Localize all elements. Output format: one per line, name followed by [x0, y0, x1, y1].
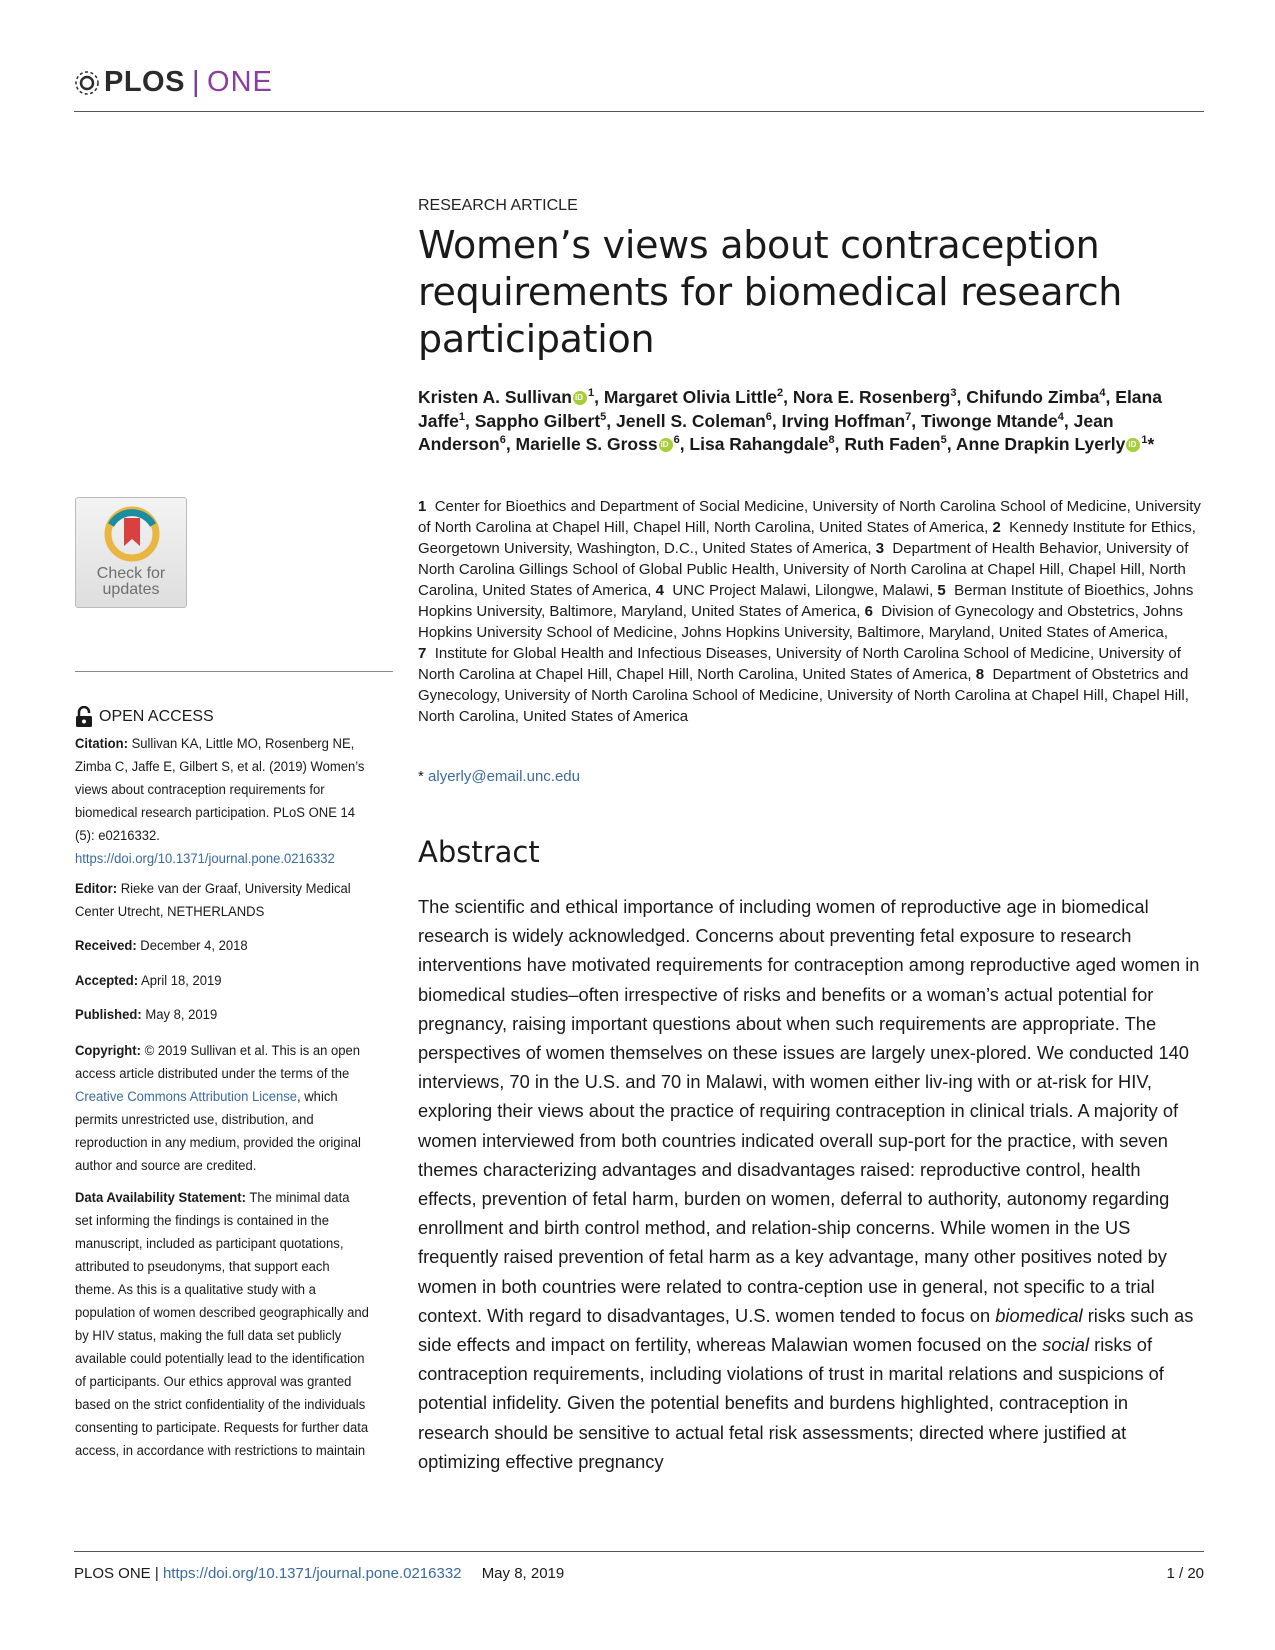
author-name: Lisa Rahangdale: [689, 434, 829, 454]
author-affiliation-number: 4: [1099, 387, 1106, 400]
affiliation-text: UNC Project Malawi, Lilongwe, Malawi,: [672, 582, 934, 599]
open-lock-icon: [75, 706, 93, 728]
accepted-block: [75, 970, 369, 993]
received-date: December 4, 2018: [140, 938, 248, 954]
received-label: Received:: [75, 938, 137, 954]
affiliation-text: Center for Bioethics and Department of Social Medicine, University of North Carolina School of Medicine, University of North Carolina at Chapel Hill, Chapel Hill, North Carolina, United States of America,: [418, 498, 1201, 536]
copyright-block: [75, 1040, 369, 1178]
check-for-updates-label: [76, 566, 186, 598]
citation-doi-link[interactable]: https://doi.org/10.1371/journal.pone.0216332: [75, 851, 335, 867]
corresponding-email-link[interactable]: alyerly@email.unc.edu: [428, 768, 580, 785]
author-separator: ,: [505, 434, 516, 454]
copyright-text-continued: , which permits unrestricted use, distribution, and reproduction in any medium, provided the original author and source are credited.: [75, 1089, 361, 1174]
accepted-label: Accepted:: [75, 973, 139, 989]
author-name: Jenell S. Coleman: [616, 410, 766, 431]
author-separator: ,: [1063, 410, 1074, 431]
affiliation-number: 4: [655, 582, 664, 599]
citation-block: [75, 733, 369, 871]
author-affiliation-number: 1: [458, 410, 465, 423]
header-divider: [74, 111, 1204, 112]
logo-one-text: ONE: [207, 66, 273, 98]
editor-text: Rieke van der Graaf, University Medical Center Utrecht, NETHERLANDS: [75, 881, 351, 920]
editor-block: [75, 878, 369, 924]
abstract-emphasis-social: social: [1042, 1334, 1090, 1356]
abstract-body: [418, 892, 1204, 1476]
open-access-label: [75, 706, 214, 728]
affiliation-number: 2: [992, 519, 1001, 536]
orcid-icon[interactable]: [659, 438, 673, 452]
footer-doi-link[interactable]: https://doi.org/10.1371/journal.pone.0216332: [162, 1565, 462, 1582]
logo-plos-text: PLOS: [104, 66, 185, 98]
author-separator: ,: [771, 410, 782, 431]
author-name: Nora E. Rosenberg: [792, 387, 951, 407]
orcid-icon[interactable]: [573, 391, 587, 405]
footer-date: May 8, 2019: [481, 1565, 565, 1582]
author-affiliation-number: 3: [950, 387, 957, 400]
data-availability-block: [75, 1187, 369, 1463]
affiliation-number: 1: [418, 498, 427, 515]
affiliation-text: Department of Obstetrics and Gynecology, University of North Carolina School of Medicine, University of North Carolina at Chapel Hill, Chapel Hill, North Carolina, United States of America: [418, 666, 1189, 725]
author-name: Ruth Faden: [844, 434, 941, 454]
open-access-text: OPEN ACCESS: [99, 708, 214, 725]
affiliation-number: 3: [875, 540, 885, 557]
accepted-date: April 18, 2019: [141, 973, 222, 989]
author-affiliation-number: 1: [1141, 434, 1148, 447]
affiliation-text: Institute for Global Health and Infectious Diseases, University of North Carolina School of Medicine, University of North Carolina at Chapel Hill, Chapel Hill, North Carolina, United States of America,: [418, 645, 1181, 683]
citation-label: Citation:: [75, 736, 128, 752]
author-separator: ,: [834, 434, 845, 454]
affiliation-text: Department of Health Behavior, University of North Carolina Gillings School of Global Public Health, University of North Carolina at Chapel Hill, Chapel Hill, North Carolina, United States of America,: [418, 540, 1189, 599]
author-separator: *: [1147, 434, 1155, 454]
article-type: RESEARCH ARTICLE: [418, 197, 578, 214]
affiliations: [418, 496, 1208, 727]
data-availability-label: Data Availability Statement:: [75, 1190, 246, 1206]
author-affiliation-number: 5: [600, 410, 607, 423]
footer-separator: |: [150, 1565, 163, 1582]
footer-journal: PLOS ONE: [74, 1565, 151, 1582]
affiliation-text: Kennedy Institute for Ethics, Georgetown University, Washington, D.C., United States of America,: [418, 519, 1196, 557]
copyright-label: Copyright:: [75, 1043, 141, 1059]
badge-line2: updates: [102, 581, 160, 598]
author-name: Sappho Gilbert: [474, 410, 601, 431]
abstract-heading: Abstract: [418, 835, 540, 869]
abstract-text-part2: risks such as side effects and impact on fertility, whereas Malawian women focused on the: [418, 1304, 1194, 1356]
corresponding-marker: *: [418, 768, 424, 785]
citation-text: Sullivan KA, Little MO, Rosenberg NE, Zimba C, Jaffe E, Gilbert S, et al. (2019) Women’s views about contraception requirements for biomedical research participation. PLoS ONE 14 (5): e0216332.: [75, 736, 365, 844]
received-block: [75, 935, 369, 958]
published-block: [75, 1004, 369, 1027]
author-name: Chifundo Zimba: [966, 387, 1100, 407]
editor-label: Editor:: [75, 881, 118, 897]
author-affiliation-number: 4: [1057, 410, 1064, 423]
author-affiliation-number: 5: [940, 434, 947, 447]
author-affiliation-number: 6: [499, 434, 506, 447]
footer-divider: [74, 1551, 1204, 1552]
published-date: May 8, 2019: [145, 1007, 218, 1023]
author-separator: ,: [783, 387, 793, 407]
license-link[interactable]: Creative Commons Attribution License: [75, 1089, 298, 1105]
author-name: Irving Hoffman: [781, 410, 906, 431]
author-separator: ,: [606, 410, 617, 431]
page-footer: [74, 1565, 564, 1582]
corresponding-author: [418, 768, 580, 785]
orcid-icon[interactable]: [1126, 438, 1140, 452]
affiliation-text: Berman Institute of Bioethics, Johns Hopkins University, Baltimore, Maryland, United States of America,: [418, 582, 1194, 620]
check-for-updates-icon: [104, 506, 160, 562]
affiliation-number: 8: [975, 666, 985, 683]
affiliation-number: 5: [937, 582, 946, 599]
author-affiliation-number: 6: [765, 410, 772, 423]
plos-logo-icon: [74, 70, 100, 96]
abstract-emphasis-biomedical: biomedical: [995, 1304, 1083, 1326]
copyright-text: © 2019 Sullivan et al. This is an open access article distributed under the terms of the: [75, 1043, 361, 1082]
author-separator: ,: [679, 434, 690, 454]
author-name: Anne Drapkin Lyerly: [955, 434, 1126, 454]
abstract-text-part3: risks of contraception requirements, including violations of trust in marital relations and suspicions of potential infidelity. Given the potential benefits and burdens highlighted, contraception in research should be sensitive to actual fetal risk assessments; directed where justified at optimizing effective pregnancy: [418, 1334, 1164, 1472]
author-affiliation-number: 6: [673, 434, 680, 447]
published-label: Published:: [75, 1007, 142, 1023]
author-separator: ,: [1105, 387, 1116, 407]
author-affiliation-number: 8: [828, 434, 835, 447]
author-separator: ,: [911, 410, 921, 431]
author-list: [418, 386, 1208, 457]
data-availability-text: The minimal data set informing the findings is contained in the manuscript, included as participant quotations, attributed to pseudonyms, that support each theme. As this is a qualitative study with a population of women described geographically and by HIV status, making the full data set publicly available could potentially lead to the identification of participants. Our ethics approval was granted based on the strict confidentiality of the individuals consenting to participate. Requests for further data access, in accordance with restrictions to maintain: [75, 1190, 369, 1459]
page-number: 1 / 20: [1166, 1565, 1204, 1582]
sidebar-divider: [75, 671, 393, 672]
plos-one-logo[interactable]: [74, 66, 273, 99]
check-for-updates-button[interactable]: [75, 497, 187, 608]
affiliation-text: Division of Gynecology and Obstetrics, Johns Hopkins University School of Medicine, Johns Hopkins University, Baltimore, Maryland, United States of America,: [418, 603, 1184, 641]
author-name: Marielle S. Gross: [515, 434, 658, 454]
author-separator: ,: [946, 434, 956, 454]
author-separator: ,: [464, 410, 475, 431]
author-affiliation-number: 7: [905, 410, 912, 423]
author-affiliation-number: 2: [776, 387, 784, 400]
author-separator: ,: [594, 387, 604, 407]
badge-line1: Check for: [96, 565, 166, 582]
logo-separator: |: [191, 66, 201, 98]
author-name: Elana Jaffe: [418, 387, 1162, 431]
affiliation-number: 7: [418, 645, 427, 662]
author-name: Jean Anderson: [418, 410, 1114, 454]
author-name: Kristen A. Sullivan: [418, 387, 572, 407]
abstract-text-part1: The scientific and ethical importance of including women of reproductive age in biomedical research is widely acknowledged. Concerns about preventing fetal exposure to research interventions have motivated requirements for contraception among reproductive aged women in biomedical studies–often irrespective of risks and benefits or a woman’s actual potential for pregnancy, raising important questions about when such requirements are appropriate. The perspectives of women themselves on these issues are largely unex-plored. We conducted 140 interviews, 70 in the U.S. and 70 in Malawi, with women either liv-ing with or at-risk for HIV, exploring their views about the practice of requiring contraception in clinical trials. A majority of women interviewed from both countries indicated overall sup-port for the practice, with seven themes characterizing advantages and disadvantages raised: reproductive control, health effects, prevention of fetal harm, burden on women, deferral to authority, autonomy regarding enrollment and birth control method, and relation-ship concerns. While women in the US frequently raised prevention of fetal harm as a key advantage, many other positives noted by women in both countries were related to contra-ception use in general, not specific to a trial context. With regard to disadvantages, U.S. women tended to focus on: [418, 896, 1200, 1326]
author-separator: ,: [956, 387, 967, 407]
author-affiliation-number: 1: [587, 387, 595, 400]
author-name: Tiwonge Mtande: [921, 410, 1058, 431]
affiliation-number: 6: [864, 603, 873, 620]
article-title: Women’s views about contraception requirements for biomedical research participation: [418, 223, 1123, 361]
author-name: Margaret Olivia Little: [603, 387, 777, 407]
